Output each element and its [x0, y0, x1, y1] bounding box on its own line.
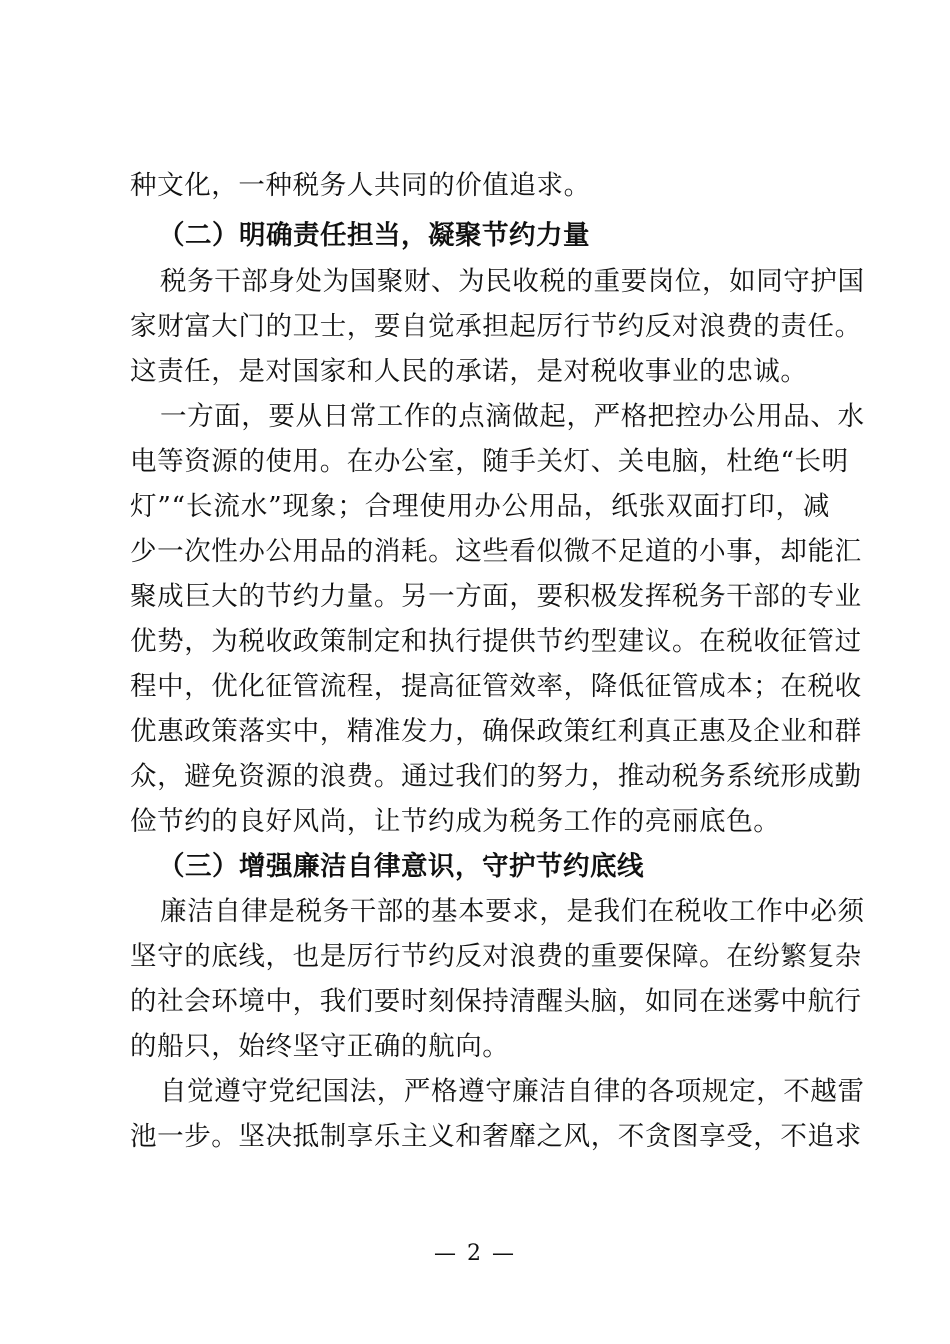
paragraph-line: 这责任，是对国家和人民的承诺，是对税收事业的忠诚。 [130, 356, 808, 387]
paragraph-line: 的船只，始终坚守正确的航向。 [130, 1031, 510, 1062]
paragraph-line: 灯”“长流水”现象；合理使用办公用品，纸张双面打印，减 [130, 491, 830, 522]
paragraph-line: 少一次性办公用品的消耗。这些看似微不足道的小事，却能汇 [130, 536, 862, 567]
paragraph-line: 俭节约的良好风尚，让节约成为税务工作的亮丽底色。 [130, 806, 781, 837]
section-heading-2: （二）明确责任担当，凝聚节约力量 [158, 220, 590, 251]
paragraph-line: 优势，为税收政策制定和执行提供节约型建议。在税收征管过 [130, 626, 862, 657]
paragraph-line: 池一步。坚决抵制享乐主义和奢靡之风，不贪图享受，不追求 [130, 1121, 862, 1152]
paragraph-line: 一方面，要从日常工作的点滴做起，严格把控办公用品、水 [160, 401, 865, 432]
paragraph-line: 众，避免资源的浪费。通过我们的努力，推动税务系统形成勤 [130, 761, 862, 792]
paragraph-line: 电等资源的使用。在办公室，随手关灯、关电脑，杜绝“长明 [130, 446, 849, 477]
paragraph-line: 廉洁自律是税务干部的基本要求，是我们在税收工作中必须 [160, 896, 865, 927]
paragraph-line: 坚守的底线，也是厉行节约反对浪费的重要保障。在纷繁复杂 [130, 941, 862, 972]
paragraph-line: 的社会环境中，我们要时刻保持清醒头脑，如同在迷雾中航行 [130, 986, 862, 1017]
paragraph-line: 聚成巨大的节约力量。另一方面，要积极发挥税务干部的专业 [130, 581, 862, 612]
page-number: — 2 — [434, 1241, 516, 1266]
paragraph-line: 家财富大门的卫士，要自觉承担起厉行节约反对浪费的责任。 [130, 311, 862, 342]
paragraph-line: 程中，优化征管流程，提高征管效率，降低征管成本；在税收 [130, 671, 862, 702]
paragraph-line: 优惠政策落实中，精准发力，确保政策红利真正惠及企业和群 [130, 716, 862, 747]
paragraph-line: 自觉遵守党纪国法，严格遵守廉洁自律的各项规定，不越雷 [160, 1076, 865, 1107]
section-heading-3: （三）增强廉洁自律意识，守护节约底线 [158, 851, 644, 882]
paragraph-line: 税务干部身处为国聚财、为民收税的重要岗位，如同守护国 [160, 266, 865, 297]
paragraph-line: 种文化，一种税务人共同的价值追求。 [130, 170, 591, 201]
